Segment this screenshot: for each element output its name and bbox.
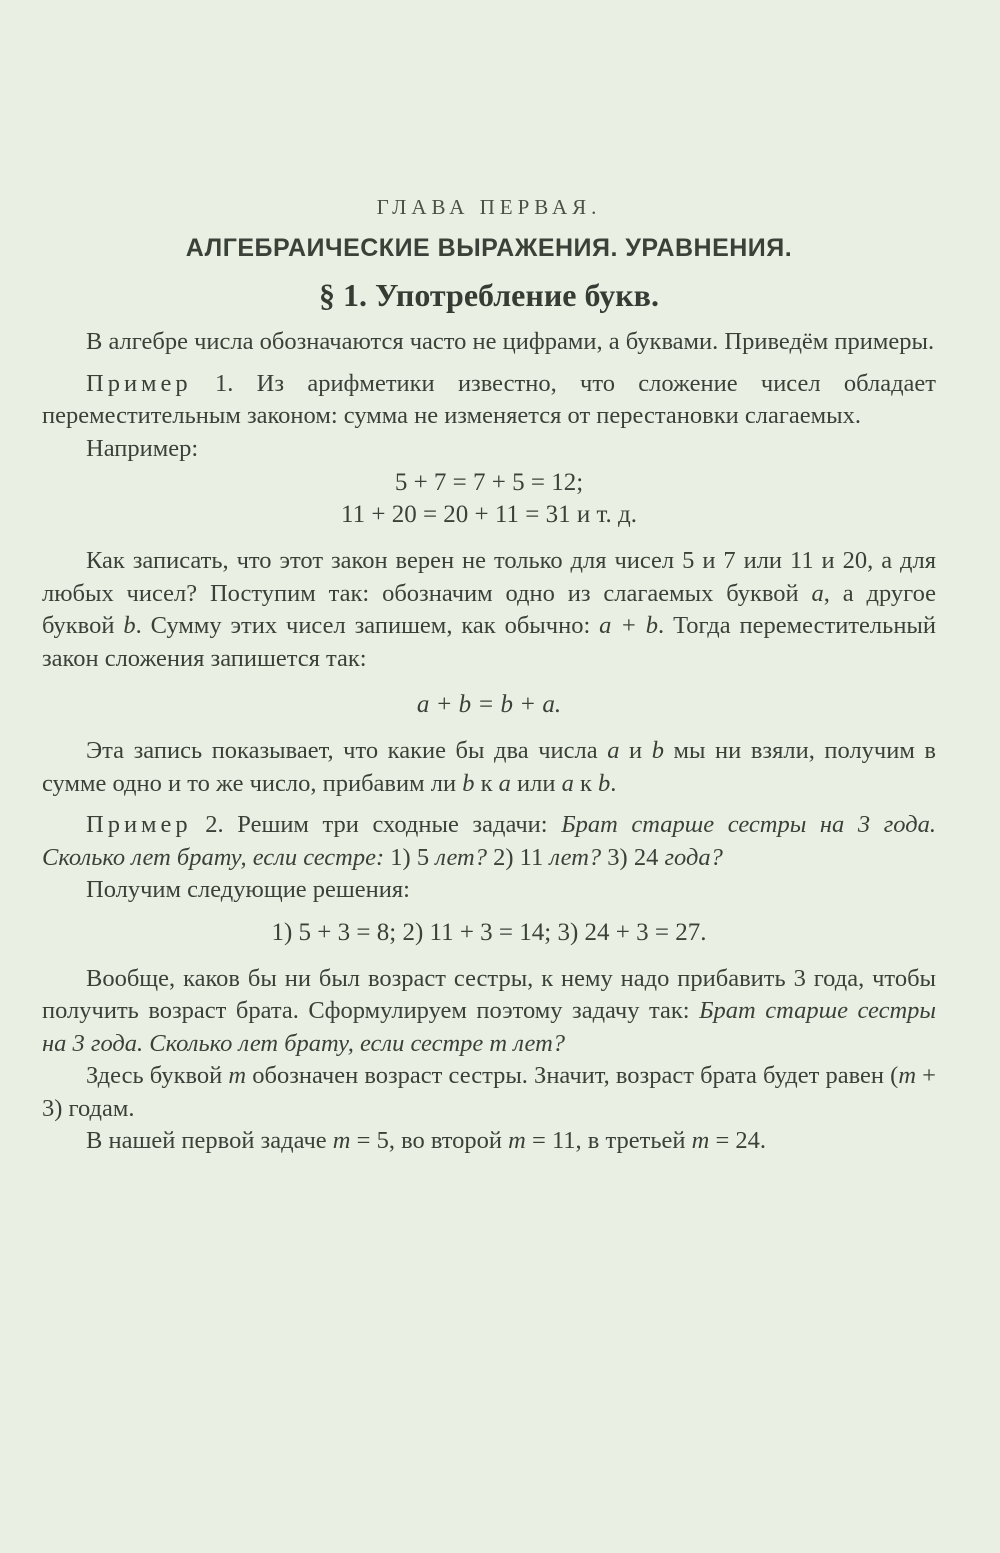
page-content	[42, 195, 936, 1158]
variable-a: a	[811, 579, 824, 607]
text-run: Решим три сходные задачи:	[223, 811, 562, 838]
unit-italic: года?	[664, 843, 723, 871]
variable-m: m	[508, 1127, 526, 1154]
text-run: и	[619, 737, 652, 764]
variable-a: a	[607, 737, 620, 764]
text-run: + 3) годам.	[42, 1062, 936, 1122]
text-run: или	[510, 769, 562, 797]
variable-b: b	[462, 769, 475, 797]
commutative-law-formula	[42, 689, 936, 721]
text-run: к	[474, 769, 499, 797]
part-title: АЛГЕБРАИЧЕСКИЕ ВЫРАЖЕНИЯ. УРАВНЕНИЯ.	[185, 234, 793, 262]
variable-b: b	[123, 612, 136, 639]
solutions-formula: 1) 5 + 3 = 8; 2) 11 + 3 = 14; 3) 24 + 3 = 27.	[271, 918, 707, 946]
text-run: = 11, в третьей	[525, 1127, 692, 1154]
sum-expression: a + b	[599, 612, 659, 639]
variable-b: b	[597, 769, 611, 797]
example-2-paragraph	[42, 809, 936, 874]
text-run: 2) 11	[487, 843, 550, 871]
unit-italic: лет?	[549, 843, 602, 871]
text-run: к	[573, 769, 598, 797]
example-2-number: 2.	[191, 811, 224, 838]
text-run: В нашей первой задаче	[86, 1127, 333, 1154]
text-run: Здесь буквой	[86, 1062, 229, 1089]
text-run: .	[610, 769, 617, 797]
formula-text: a + b = b + a.	[416, 691, 562, 718]
this-record-paragraph	[42, 735, 936, 800]
variable-m: m	[332, 1127, 351, 1154]
text-run: Как записать, что этот закон верен не только для чисел 5 и 7 или 11 и 20, а для любых чисел? Поступим так: обозначим одно из слагаемых буквой	[42, 547, 936, 607]
text-run: Вообще, каков бы ни был возраст сестры, к нему надо прибавить 3 года, чтобы получить возраст брата. Сформулируем поэтому задачу так:	[42, 964, 936, 1024]
variable-a: a	[498, 769, 511, 797]
how-to-write-paragraph	[42, 545, 936, 675]
formula-11-plus-20: 11 + 20 = 20 + 11 = 31 и т. д.	[341, 501, 637, 528]
variable-m: m	[228, 1062, 247, 1089]
example-2-label: Пример	[86, 811, 192, 838]
task-statement: Брат старше сестры на 3 года. Сколько лет брату, если сестре:	[42, 811, 936, 871]
text-run: , а другое буквой	[42, 579, 936, 639]
for-example-line: Например:	[86, 434, 199, 462]
text-run: 1) 5	[384, 843, 436, 871]
text-run: . Сумму этих чисел запишем, как обычно:	[135, 612, 600, 639]
unit-italic: лет?	[435, 843, 487, 871]
variable-b: b	[651, 737, 664, 764]
variable-a: a	[561, 769, 574, 797]
section-title: § 1. Употребление букв.	[319, 277, 659, 313]
example-1-label: Пример	[86, 369, 192, 397]
first-task-paragraph	[42, 1125, 936, 1158]
formula-5-plus-7: 5 + 7 = 7 + 5 = 12;	[394, 469, 584, 496]
general-paragraph	[42, 963, 936, 1061]
text-run: Эта запись показывает, что какие бы два числа	[86, 737, 608, 764]
variable-m: m	[898, 1062, 917, 1089]
text-run: = 5, во второй	[350, 1127, 509, 1154]
variable-m: m	[691, 1127, 710, 1154]
text-run: 3) 24	[601, 843, 665, 871]
text-run: . Тогда переместительный закон сложения запишется так:	[42, 612, 936, 672]
intro-paragraph: В алгебре числа обозначаются часто не цифрами, а буквами. Приведём примеры.	[86, 328, 935, 355]
general-task-statement: Брат старше сестры на 3 года. Сколько лет брату, если сестре m лет?	[42, 997, 936, 1057]
here-paragraph	[42, 1060, 936, 1125]
text-run: = 24.	[709, 1127, 767, 1154]
example-1-number: 1.	[191, 369, 234, 397]
chapter-label: ГЛАВА ПЕРВАЯ.	[376, 195, 602, 219]
text-run: обозначен возраст сестры. Значит, возраст брата будет равен (	[246, 1062, 899, 1089]
text-run: мы ни взяли, получим в сумме одно и то же число, прибавим ли	[42, 737, 936, 797]
example-1-paragraph	[42, 368, 936, 433]
solutions-intro: Получим следующие решения:	[86, 876, 410, 903]
example-1-text: Из арифметики известно, что сложение чисел обладает переместительным законом: сумма не изменяется от перестановки слагаемых.	[42, 369, 936, 429]
